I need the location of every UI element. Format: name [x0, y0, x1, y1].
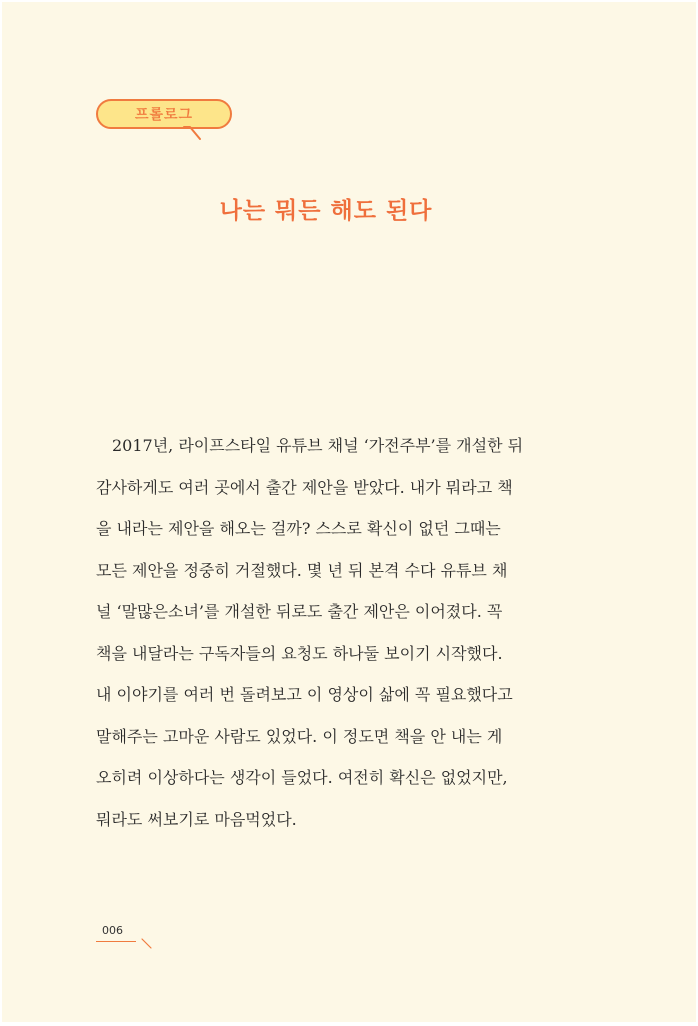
speech-bubble-tail-icon [182, 126, 204, 142]
chapter-badge [96, 99, 232, 129]
body-line: 뭐라도 써보기로 마음먹었다. [96, 809, 297, 829]
body-line: 오히려 이상하다는 생각이 들었다. 여전히 확신은 없었지만, [96, 768, 508, 787]
chapter-badge-label: 프롤로그 [134, 107, 194, 123]
body-line: 을 내라는 제안을 해오는 걸까? 스스로 확신이 없던 그때는 [96, 519, 501, 538]
body-line: 모든 제안을 정중히 거절했다. 몇 년 뒤 본격 수다 유튜브 채 [96, 560, 508, 580]
book-page [2, 2, 696, 1022]
chapter-title: 나는 뭐든 해도 된다 [219, 198, 433, 225]
body-line: 감사하게도 여러 곳에서 출간 제안을 받았다. 내가 뭐라고 책 [96, 477, 513, 497]
body-line: 책을 내달라는 구독자들의 요청도 하나둘 보이기 시작했다. [96, 643, 503, 663]
page-number-rule [96, 941, 136, 942]
page-number: 006 [102, 924, 123, 937]
body-paragraph [96, 425, 556, 840]
body-line: 말해주는 고마운 사람도 있었다. 이 정도면 책을 안 내는 게 [96, 726, 503, 746]
page-number-tick-icon [140, 938, 154, 950]
body-line: 2017년, 라이프스타일 유튜브 채널 ‘가전주부’를 개설한 뒤 [112, 436, 524, 455]
body-line: 널 ‘말많은소녀’를 개설한 뒤로도 출간 제안은 이어졌다. 꼭 [96, 602, 503, 621]
body-line: 내 이야기를 여러 번 돌려보고 이 영상이 삶에 꼭 필요했다고 [96, 685, 513, 704]
